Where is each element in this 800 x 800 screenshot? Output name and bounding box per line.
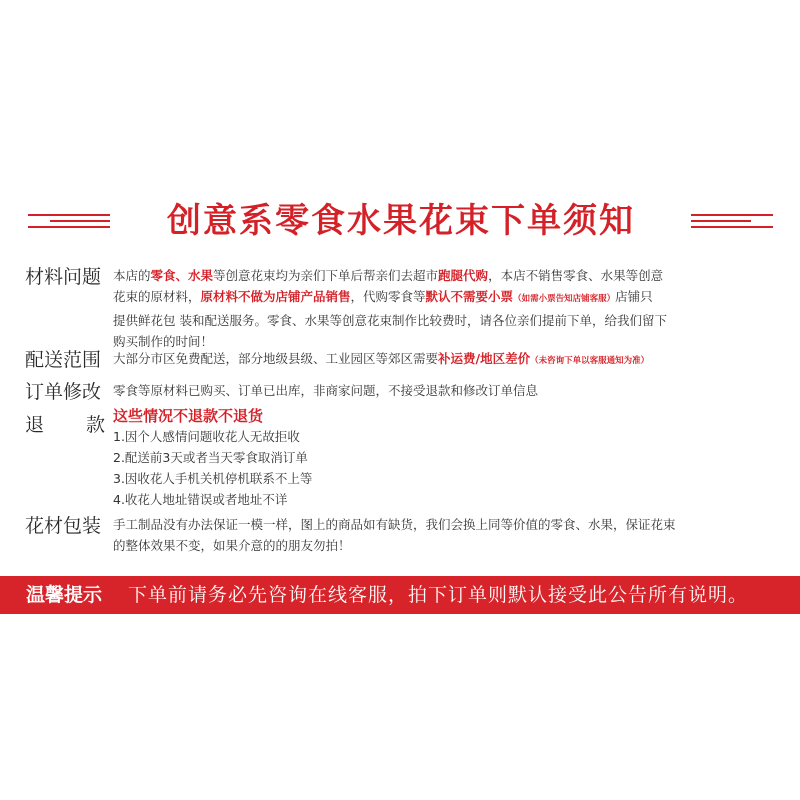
- text: 花束的原材料，: [113, 289, 201, 304]
- text: 等创意花束均为亲们下单后帮亲们去超市: [213, 268, 439, 283]
- section-text-refund: [113, 406, 780, 510]
- section-label-modify: 订单修改: [25, 381, 102, 403]
- refund-item: 3.因收花人手机关机停机联系不上等: [113, 471, 313, 486]
- packaging-line-1: 手工制品没有办法保证一模一样，图上的商品如有缺货，我们会换上同等价值的零食、水果，保证花束: [113, 517, 676, 532]
- refund-item: 1.因个人感情问题收花人无故拒收: [113, 429, 300, 444]
- materials-line-4: 购买制作的时间！: [113, 334, 214, 349]
- materials-line-3: 提供鲜花包 装和配送服务。零食、水果等创意花束制作比较费时，请各位亲们提前下单，给我们留下: [113, 313, 667, 328]
- modify-line: 零食等原材料已购买、订单已出库，非商家问题，不接受退款和修改订单信息: [113, 383, 539, 398]
- notice-banner: [0, 576, 800, 614]
- highlight-text: 原材料不做为店铺产品销售: [200, 289, 351, 304]
- highlight-text: 零食、水果: [150, 268, 214, 283]
- text: ，本店不销售零食、水果等创意: [488, 268, 664, 283]
- highlight-text: 默认不需要小票: [425, 289, 514, 304]
- materials-line-2: [113, 286, 780, 310]
- title-decoration-left: [28, 214, 110, 228]
- section-label-packaging: 花材包装: [25, 515, 102, 537]
- text: ，代购零食等: [350, 289, 426, 304]
- section-text-materials: [113, 265, 780, 352]
- highlight-text: 补运费/地区差价: [438, 351, 531, 366]
- section-text-packaging: [113, 514, 780, 556]
- section-label-refund: 退款: [25, 414, 148, 436]
- title-decoration-right: [691, 214, 773, 228]
- refund-item: 2.配送前3天或者当天零食取消订单: [113, 450, 308, 465]
- section-text-modify: [113, 380, 780, 401]
- banner-message: 下单前请务必先咨询在线客服，拍下订单则默认接受此公告所有说明。: [128, 584, 749, 606]
- text: 大部分市区免费配送，部分地级县级、工业园区等郊区需要: [113, 351, 439, 366]
- title-row: [0, 196, 800, 246]
- section-text-delivery: [113, 348, 780, 372]
- banner-title: 温馨提示: [26, 584, 103, 606]
- materials-line-1: [113, 265, 780, 286]
- section-label-delivery: 配送范围: [25, 349, 102, 371]
- section-label-materials: 材料问题: [25, 266, 102, 288]
- note-text: （如需小票告知店铺客服）: [513, 294, 616, 304]
- refund-heading: 这些情况不退款不退货: [113, 407, 264, 425]
- delivery-line: [113, 348, 780, 372]
- packaging-line-2: 的整体效果不变，如果介意的的朋友勿拍！: [113, 538, 351, 553]
- page-title: 创意系零食水果花束下单须知: [167, 201, 635, 241]
- highlight-text: 跑腿代购: [438, 268, 489, 283]
- text: 本店的: [113, 268, 151, 283]
- note-text: （未咨询下单以客服通知为准）: [530, 356, 650, 366]
- refund-item: 4.收花人地址错误或者地址不详: [113, 492, 288, 507]
- text: 店铺只: [615, 289, 653, 304]
